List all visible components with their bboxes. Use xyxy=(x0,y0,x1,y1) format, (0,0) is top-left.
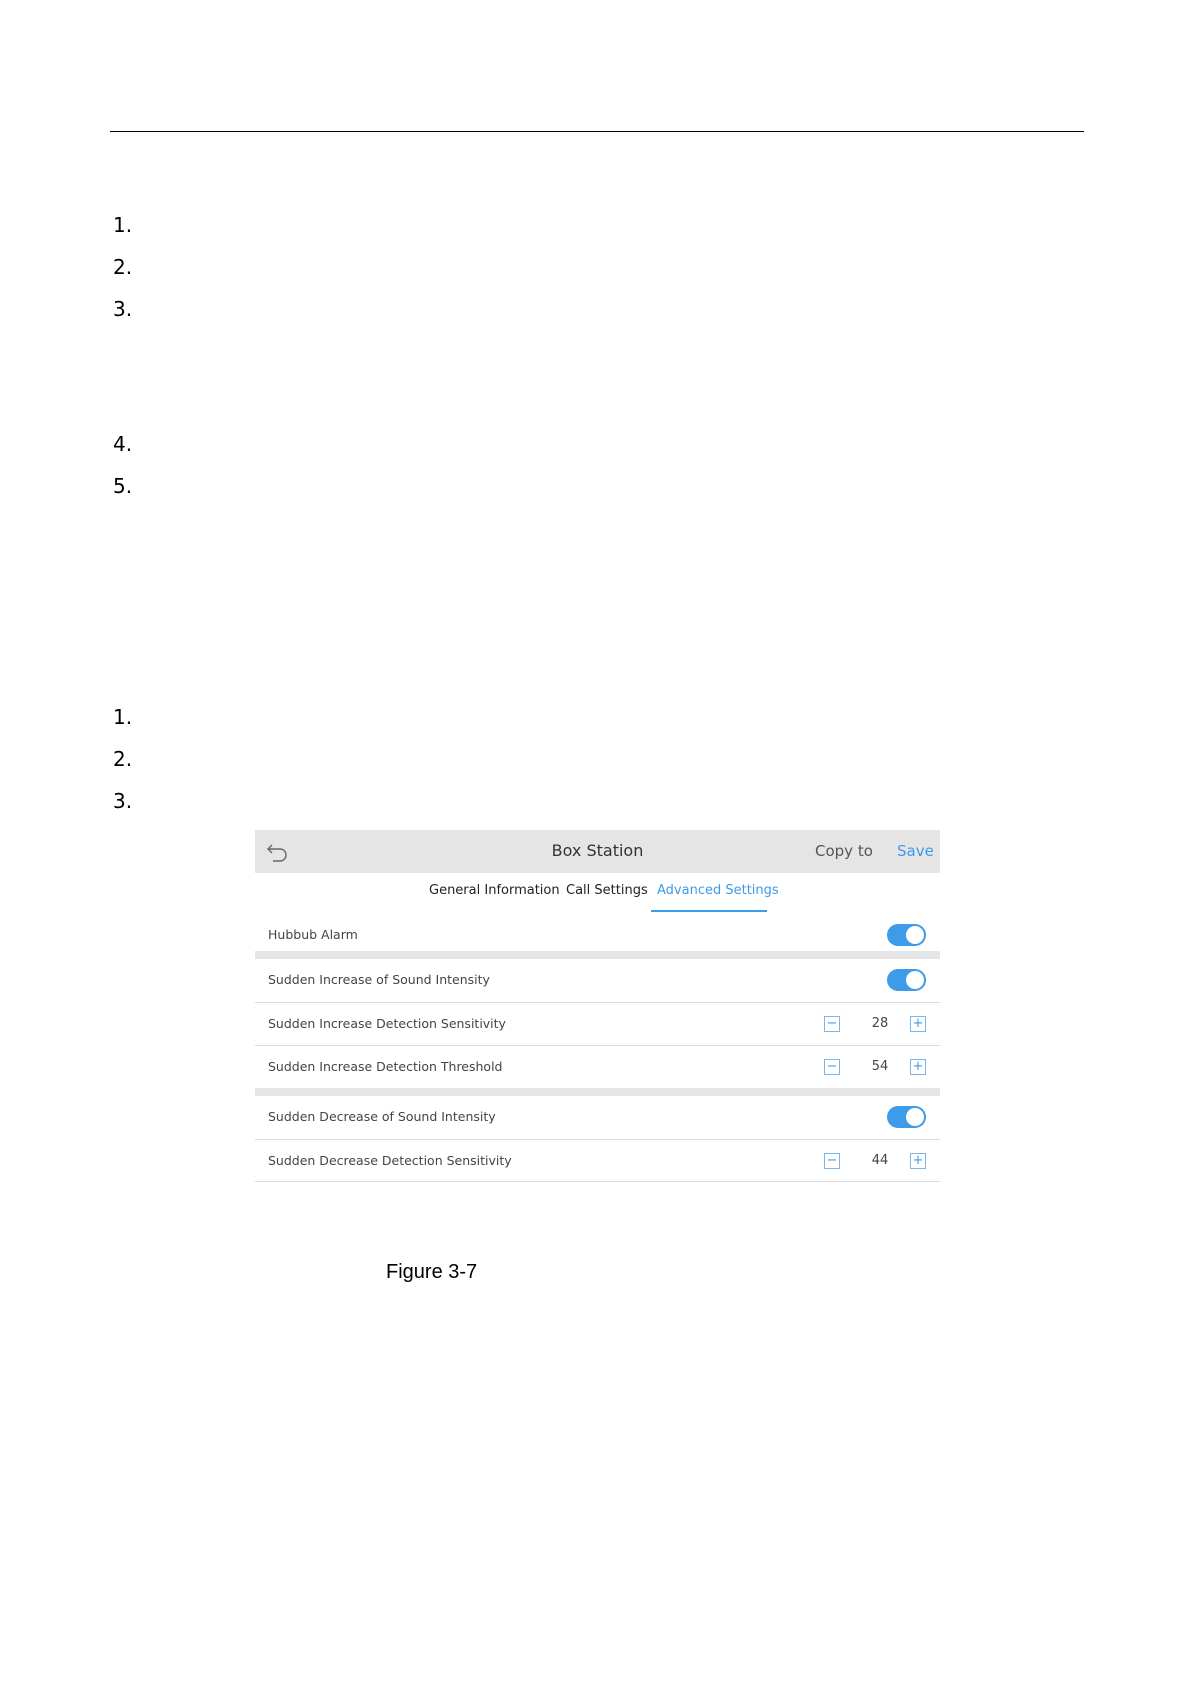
tab-general-information[interactable]: General Information xyxy=(429,883,560,898)
increment-button[interactable]: + xyxy=(910,1153,926,1169)
top-bar xyxy=(255,830,940,873)
section-separator xyxy=(255,1088,940,1096)
decrease-sensitivity-label: Sudden Decrease Detection Sensitivity xyxy=(268,1153,512,1168)
step-number: 3. xyxy=(113,789,133,813)
tab-bar xyxy=(255,873,940,913)
sudden-increase-row xyxy=(255,959,940,1003)
active-tab-indicator xyxy=(651,910,767,912)
header-rule xyxy=(110,131,1084,132)
decrease-sensitivity-value: 44 xyxy=(871,1153,889,1168)
decrement-button[interactable]: − xyxy=(824,1016,840,1032)
increase-threshold-value: 54 xyxy=(871,1059,889,1074)
step-number: 1. xyxy=(113,705,133,729)
increase-threshold-row xyxy=(255,1046,940,1089)
step-number: 2. xyxy=(113,255,133,279)
increment-button[interactable]: + xyxy=(910,1059,926,1075)
page-title: Box Station xyxy=(551,841,644,860)
tab-advanced-settings[interactable]: Advanced Settings xyxy=(657,883,779,898)
sudden-decrease-toggle[interactable] xyxy=(887,1106,926,1128)
step-number: 5. xyxy=(113,474,133,498)
step-number: 1. xyxy=(113,213,133,237)
increase-threshold-label: Sudden Increase Detection Threshold xyxy=(268,1059,503,1074)
sudden-decrease-row xyxy=(255,1096,940,1140)
step-number: 4. xyxy=(113,432,133,456)
hubbub-alarm-label: Hubbub Alarm xyxy=(268,927,358,942)
decrement-button[interactable]: − xyxy=(824,1059,840,1075)
section-separator xyxy=(255,951,940,959)
increase-sensitivity-value: 28 xyxy=(871,1016,889,1031)
save-button[interactable]: Save xyxy=(897,842,934,860)
sudden-decrease-label: Sudden Decrease of Sound Intensity xyxy=(268,1109,496,1124)
copy-to-button[interactable]: Copy to xyxy=(815,842,873,860)
sudden-increase-toggle[interactable] xyxy=(887,969,926,991)
tab-call-settings[interactable]: Call Settings xyxy=(566,883,648,898)
advanced-settings-screenshot xyxy=(255,830,940,1182)
decrement-button[interactable]: − xyxy=(824,1153,840,1169)
decrease-sensitivity-row xyxy=(255,1140,940,1182)
figure-caption: Figure 3-7 xyxy=(386,1261,478,1283)
step-number: 2. xyxy=(113,747,133,771)
hubbub-alarm-toggle[interactable] xyxy=(887,924,926,946)
increase-sensitivity-label: Sudden Increase Detection Sensitivity xyxy=(268,1016,506,1031)
increment-button[interactable]: + xyxy=(910,1016,926,1032)
increase-sensitivity-row xyxy=(255,1003,940,1046)
sudden-increase-label: Sudden Increase of Sound Intensity xyxy=(268,972,490,987)
step-number: 3. xyxy=(113,297,133,321)
